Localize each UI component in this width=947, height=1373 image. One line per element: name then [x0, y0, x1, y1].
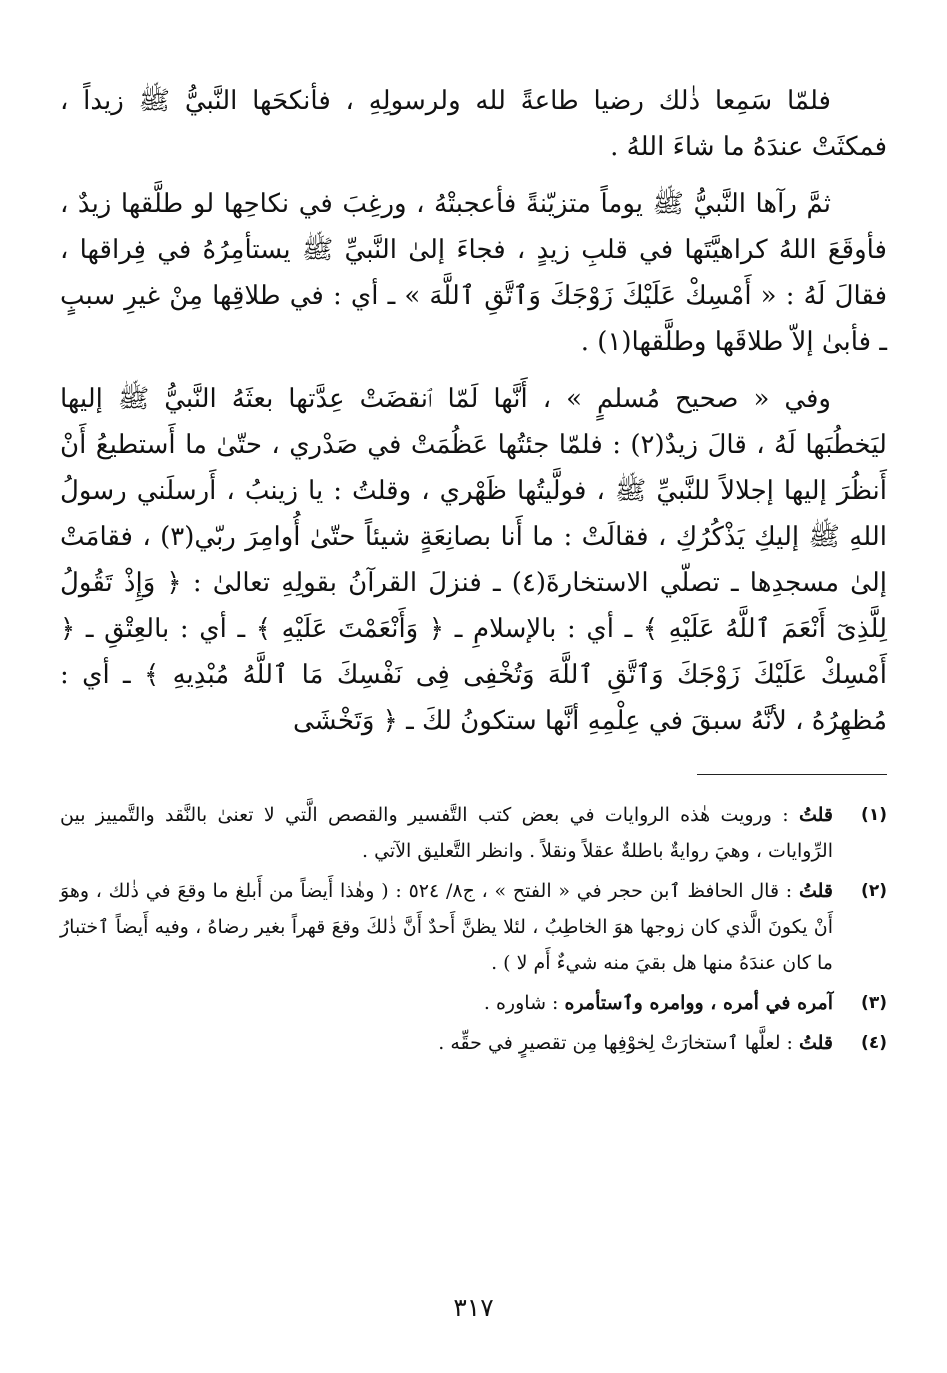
paragraph-1: فلمّا سَمِعا ذٰلك رضيا طاعةً لله ولرسولِهِ ، فأنكحَها النَّبيُّ ﷺ زيداً ، فمكثَتْ عندَهُ ما شاءَ اللهُ . — [60, 86, 887, 162]
footnote-number: (٢) — [861, 881, 887, 901]
footnote-text — [60, 985, 833, 1021]
footnote-separator — [697, 774, 887, 775]
footnote-number: (٣) — [861, 993, 887, 1013]
footnote-body: : ورويت هٰذه الروايات في بعض كتب التَّفسير والقصص الَّتي لا تعنىٰ بالنَّقد والتَّمييز بين الرِّوايات ، وهيَ روايةٌ باطلةٌ عقلاً ونقلاً . وانظر التَّعليق الآتي . — [60, 804, 833, 862]
footnotes — [60, 797, 887, 1061]
footnote-body: : قال الحافظ ٱبن حجر في « الفتح » ، ج٨/ ٥٢٤ : ( وهٰذا أَيضاً من أَبلغ ما وقعَ في ذٰلك ، وهوَ أَنْ يكونَ الَّذي كان زوجها هوَ الخاطِبُ ، لئلا يظنَّ أَحدٌ أَنَّ ذٰلكَ وقعَ قهراً بغير رضاهُ ، وفيه أَيضاً ٱختبارُ ما كان عندَهُ منها هل بقيَ منه شيءٌ أَم لا ) . — [60, 880, 833, 974]
footnote-lead: قلتُ — [798, 804, 833, 826]
footnote-text — [60, 1025, 833, 1061]
footnote-number: (٤) — [861, 1033, 887, 1053]
footnote-body: : شاوره . — [483, 992, 565, 1014]
footnote-lead: آمره في أمره ، ووامره وٱستأمره — [564, 992, 833, 1014]
footnote-text — [60, 797, 833, 869]
page-number: ٣١٧ — [453, 1293, 494, 1322]
paragraph-2: ثمَّ رآها النَّبيُّ ﷺ يوماً متزيّنةً فأعجبتْهُ ، ورغِبَ في نكاحِها لو طلَّقها زيدٌ ، فأوقَعَ اللهُ كراهيَّتَها في قلبِ زيدٍ ، فجاءَ إلىٰ النَّبيِّ ﷺ يستأمِرُهُ في فِراقها ، فقالَ لَهُ : « أَمْسِكْ عَلَيْكَ زَوْجَكَ وَٱتَّقِ ٱللَّهَ » ـ أي : في طلاقِها مِنْ غيرِ سببٍ ـ فأبىٰ إلاّ طلاقَها وطلَّقها(١) . — [60, 189, 887, 357]
main-text — [60, 78, 887, 744]
footnote-lead: قلتُ — [798, 1032, 833, 1054]
paragraph-3: وفي « صحيح مُسلمٍ » ، أَنَّها لَمّا ٱنقضَتْ عِدَّتها بعثَهُ النَّبيُّ ﷺ إليها ليَخطُبَها لَهُ ، قالَ زيدٌ(٢) : فلمّا جئتُها عَظُمَتْ في صَدْري ، حتّىٰ ما أَستطيعُ أَنْ أَنظُرَ إليها إجلالاً للنَّبيِّ ﷺ ، فولَّيتُها ظَهْري ، وقلتُ : يا زينبُ ، أَرسلَني رسولُ اللهِ ﷺ إليكِ يَذْكُرُكِ ، فقالَتْ : ما أَنا بصانِعَةٍ شيئاً حتّىٰ أُوامِرَ ربّي(٣) ، فقامَتْ إلىٰ مسجدِها ـ تصلّي الاستخارةَ(٤) ـ فنزلَ القرآنُ بقولِهِ تعالىٰ : ﴿ وَإِذْ تَقُولُ لِلَّذِىٓ أَنْعَمَ ٱللَّهُ عَلَيْهِ ﴾ ـ أي : بالإسلامِ ـ ﴿ وَأَنْعَمْتَ عَلَيْهِ ﴾ ـ أي : بالعِتْقِ ـ ﴿ أَمْسِكْ عَلَيْكَ زَوْجَكَ وَٱتَّقِ ٱللَّهَ وَتُخْفِى فِى نَفْسِكَ مَا ٱللَّهُ مُبْدِيهِ ﴾ ـ أي : مُظهِرُهُ ، لأنَّهُ سبقَ في عِلْمِهِ أنَّها ستكونُ لكَ ـ ﴿ وَتَخْشَى — [60, 384, 887, 736]
footnote-body: : لعلَّها ٱستخارَتْ لِخوْفِها مِن تقصيرٍ في حقِّه . — [438, 1032, 799, 1054]
footnote-1 — [60, 797, 887, 869]
footnote-4 — [60, 1025, 887, 1061]
footnote-2 — [60, 873, 887, 981]
footnote-number: (١) — [861, 805, 887, 825]
footnote-text — [60, 873, 833, 981]
footnote-lead: قلتُ — [798, 880, 833, 902]
footnote-3 — [60, 985, 887, 1021]
